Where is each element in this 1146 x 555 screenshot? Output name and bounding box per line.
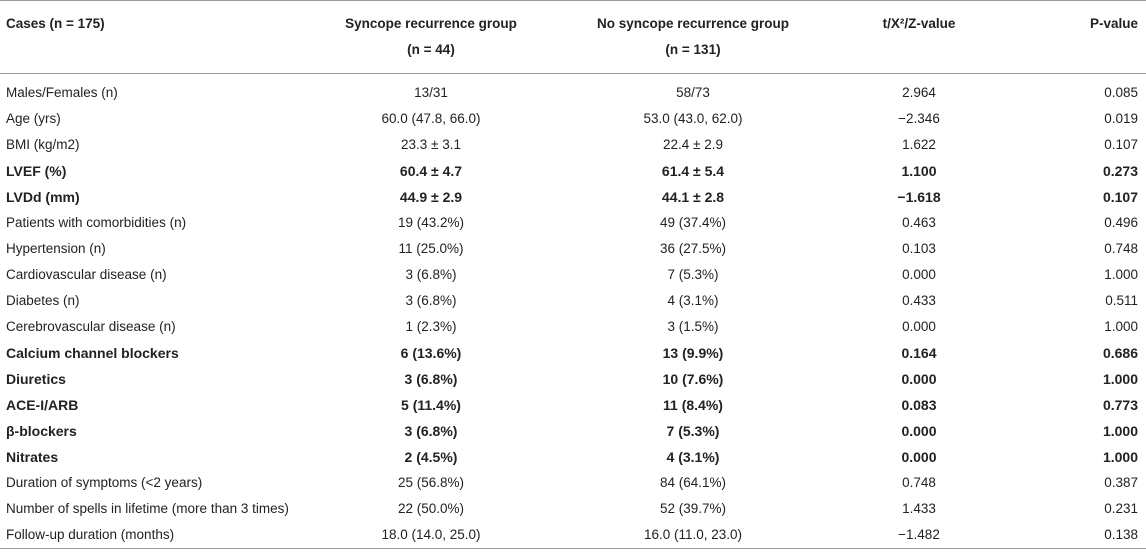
header-cases: Cases (n = 175) xyxy=(6,16,105,31)
syncope-recurrence-value: 6 (13.6%) xyxy=(400,345,462,361)
table-row xyxy=(0,106,1146,132)
table-row xyxy=(0,74,1146,107)
no-syncope-recurrence-value: 44.1 ± 2.8 xyxy=(661,189,725,205)
p-value: 1.000 xyxy=(1104,319,1138,334)
p-value: 0.231 xyxy=(1104,501,1138,516)
test-statistic-value: 2.964 xyxy=(902,85,936,100)
p-value: 0.511 xyxy=(1105,293,1138,308)
row-label: Males/Females (n) xyxy=(6,85,118,100)
syncope-recurrence-value: 18.0 (14.0, 25.0) xyxy=(300,522,562,549)
syncope-recurrence-value: 60.0 (47.8, 66.0) xyxy=(381,111,481,126)
test-statistic-value: 0.000 xyxy=(902,319,936,334)
no-syncope-recurrence-value: 13 (9.9%) xyxy=(662,345,724,361)
syncope-recurrence-value: 22 (50.0%) xyxy=(397,501,465,516)
p-value: 0.138 xyxy=(1014,522,1146,549)
no-syncope-recurrence-value: 10 (7.6%) xyxy=(662,371,724,387)
test-statistic-value: 1.622 xyxy=(902,137,936,152)
header-p-value: P-value xyxy=(1089,16,1138,31)
test-statistic-value: −1.482 xyxy=(824,522,1014,549)
no-syncope-recurrence-value: 61.4 ± 5.4 xyxy=(661,163,725,179)
no-syncope-recurrence-value: 7 (5.3%) xyxy=(667,267,719,282)
row-label: Cardiovascular disease (n) xyxy=(6,267,167,282)
row-label: Diabetes (n) xyxy=(6,293,80,308)
test-statistic-value: 0.083 xyxy=(901,397,937,413)
row-label: BMI (kg/m2) xyxy=(6,137,80,152)
no-syncope-recurrence-value: 4 (3.1%) xyxy=(666,449,720,465)
row-label: LVDd (mm) xyxy=(6,189,80,205)
row-label: Patients with comorbidities (n) xyxy=(6,215,187,230)
table-row xyxy=(0,184,1146,210)
syncope-recurrence-value: 25 (56.8%) xyxy=(397,475,465,490)
row-label: Diuretics xyxy=(6,371,66,387)
p-value: 0.686 xyxy=(1102,345,1138,361)
header-syncope-recurrence-group: Syncope recurrence group (n = 44) xyxy=(345,16,517,57)
syncope-recurrence-value: 44.9 ± 2.9 xyxy=(399,189,463,205)
no-syncope-recurrence-value: 4 (3.1%) xyxy=(667,293,719,308)
syncope-recurrence-value: 3 (6.8%) xyxy=(405,267,457,282)
table-header xyxy=(0,1,1146,74)
row-label: Follow-up duration (months) xyxy=(0,522,300,549)
table-row xyxy=(0,444,1146,470)
syncope-recurrence-value: 3 (6.8%) xyxy=(404,423,458,439)
no-syncope-recurrence-value: 3 (1.5%) xyxy=(667,319,719,334)
p-value: 0.387 xyxy=(1104,475,1138,490)
no-syncope-recurrence-value: 16.0 (11.0, 23.0) xyxy=(562,522,824,549)
p-value: 0.773 xyxy=(1102,397,1138,413)
row-label: Nitrates xyxy=(6,449,59,465)
p-value: 1.000 xyxy=(1102,423,1138,439)
syncope-recurrence-value: 5 (11.4%) xyxy=(401,397,461,413)
test-statistic-value: 0.164 xyxy=(901,345,937,361)
header-no-syncope-recurrence-group: No syncope recurrence group (n = 131) xyxy=(596,16,790,57)
row-label: ACE-I/ARB xyxy=(6,397,79,413)
table-row xyxy=(0,210,1146,236)
row-label: Cerebrovascular disease (n) xyxy=(6,319,176,334)
row-label: Number of spells in lifetime (more than 3 times) xyxy=(6,501,289,516)
syncope-recurrence-value: 3 (6.8%) xyxy=(405,293,457,308)
table-row xyxy=(0,236,1146,262)
p-value: 0.019 xyxy=(1104,111,1138,126)
table-row xyxy=(0,340,1146,366)
p-value: 0.273 xyxy=(1102,163,1138,179)
row-label: Calcium channel blockers xyxy=(6,345,179,361)
test-statistic-value: 0.433 xyxy=(902,293,936,308)
header-test-statistic: t/X²/Z-value xyxy=(882,16,956,31)
syncope-recurrence-value: 2 (4.5%) xyxy=(404,449,458,465)
test-statistic-value: 0.463 xyxy=(902,215,936,230)
table-body xyxy=(0,74,1146,549)
table-row xyxy=(0,132,1146,158)
row-label: Duration of symptoms (<2 years) xyxy=(6,475,203,490)
no-syncope-recurrence-value: 53.0 (43.0, 62.0) xyxy=(643,111,743,126)
p-value: 0.107 xyxy=(1104,137,1138,152)
table-row xyxy=(0,392,1146,418)
test-statistic-value: 0.103 xyxy=(902,241,936,256)
row-label: Hypertension (n) xyxy=(6,241,106,256)
p-value: 0.107 xyxy=(1102,189,1138,205)
test-statistic-value: 0.000 xyxy=(901,423,937,439)
test-statistic-value: 0.748 xyxy=(902,475,936,490)
p-value: 1.000 xyxy=(1102,371,1138,387)
test-statistic-value: 1.433 xyxy=(902,501,936,516)
table-row xyxy=(0,288,1146,314)
table-row xyxy=(0,522,1146,549)
no-syncope-recurrence-value: 11 (8.4%) xyxy=(663,397,723,413)
test-statistic-value: 1.100 xyxy=(901,163,937,179)
no-syncope-recurrence-value: 52 (39.7%) xyxy=(659,501,727,516)
syncope-recurrence-value: 60.4 ± 4.7 xyxy=(399,163,463,179)
p-value: 0.748 xyxy=(1104,241,1138,256)
p-value: 0.085 xyxy=(1104,85,1138,100)
table-row xyxy=(0,496,1146,522)
no-syncope-recurrence-value: 36 (27.5%) xyxy=(659,241,727,256)
test-statistic-value: −2.346 xyxy=(898,111,940,126)
table-row xyxy=(0,158,1146,184)
row-label: β-blockers xyxy=(6,423,77,439)
table-row xyxy=(0,418,1146,444)
test-statistic-value: 0.000 xyxy=(901,449,937,465)
test-statistic-value: −1.618 xyxy=(897,189,941,205)
table-row xyxy=(0,314,1146,340)
syncope-recurrence-value: 19 (43.2%) xyxy=(397,215,465,230)
syncope-recurrence-value: 11 (25.0%) xyxy=(398,241,464,256)
table-row xyxy=(0,262,1146,288)
table-row xyxy=(0,366,1146,392)
syncope-recurrence-value: 3 (6.8%) xyxy=(404,371,458,387)
p-value: 0.496 xyxy=(1104,215,1138,230)
syncope-recurrence-value: 13/31 xyxy=(414,85,448,100)
test-statistic-value: 0.000 xyxy=(902,267,936,282)
syncope-recurrence-value: 1 (2.3%) xyxy=(405,319,457,334)
no-syncope-recurrence-value: 58/73 xyxy=(676,85,710,100)
row-label: Age (yrs) xyxy=(6,111,61,126)
p-value: 1.000 xyxy=(1102,449,1138,465)
p-value: 1.000 xyxy=(1104,267,1138,282)
table-row xyxy=(0,470,1146,496)
syncope-recurrence-value: 23.3 ± 3.1 xyxy=(401,137,461,152)
no-syncope-recurrence-value: 22.4 ± 2.9 xyxy=(663,137,723,152)
no-syncope-recurrence-value: 84 (64.1%) xyxy=(659,475,727,490)
test-statistic-value: 0.000 xyxy=(901,371,937,387)
no-syncope-recurrence-value: 49 (37.4%) xyxy=(659,215,727,230)
no-syncope-recurrence-value: 7 (5.3%) xyxy=(666,423,720,439)
row-label: LVEF (%) xyxy=(6,163,67,179)
